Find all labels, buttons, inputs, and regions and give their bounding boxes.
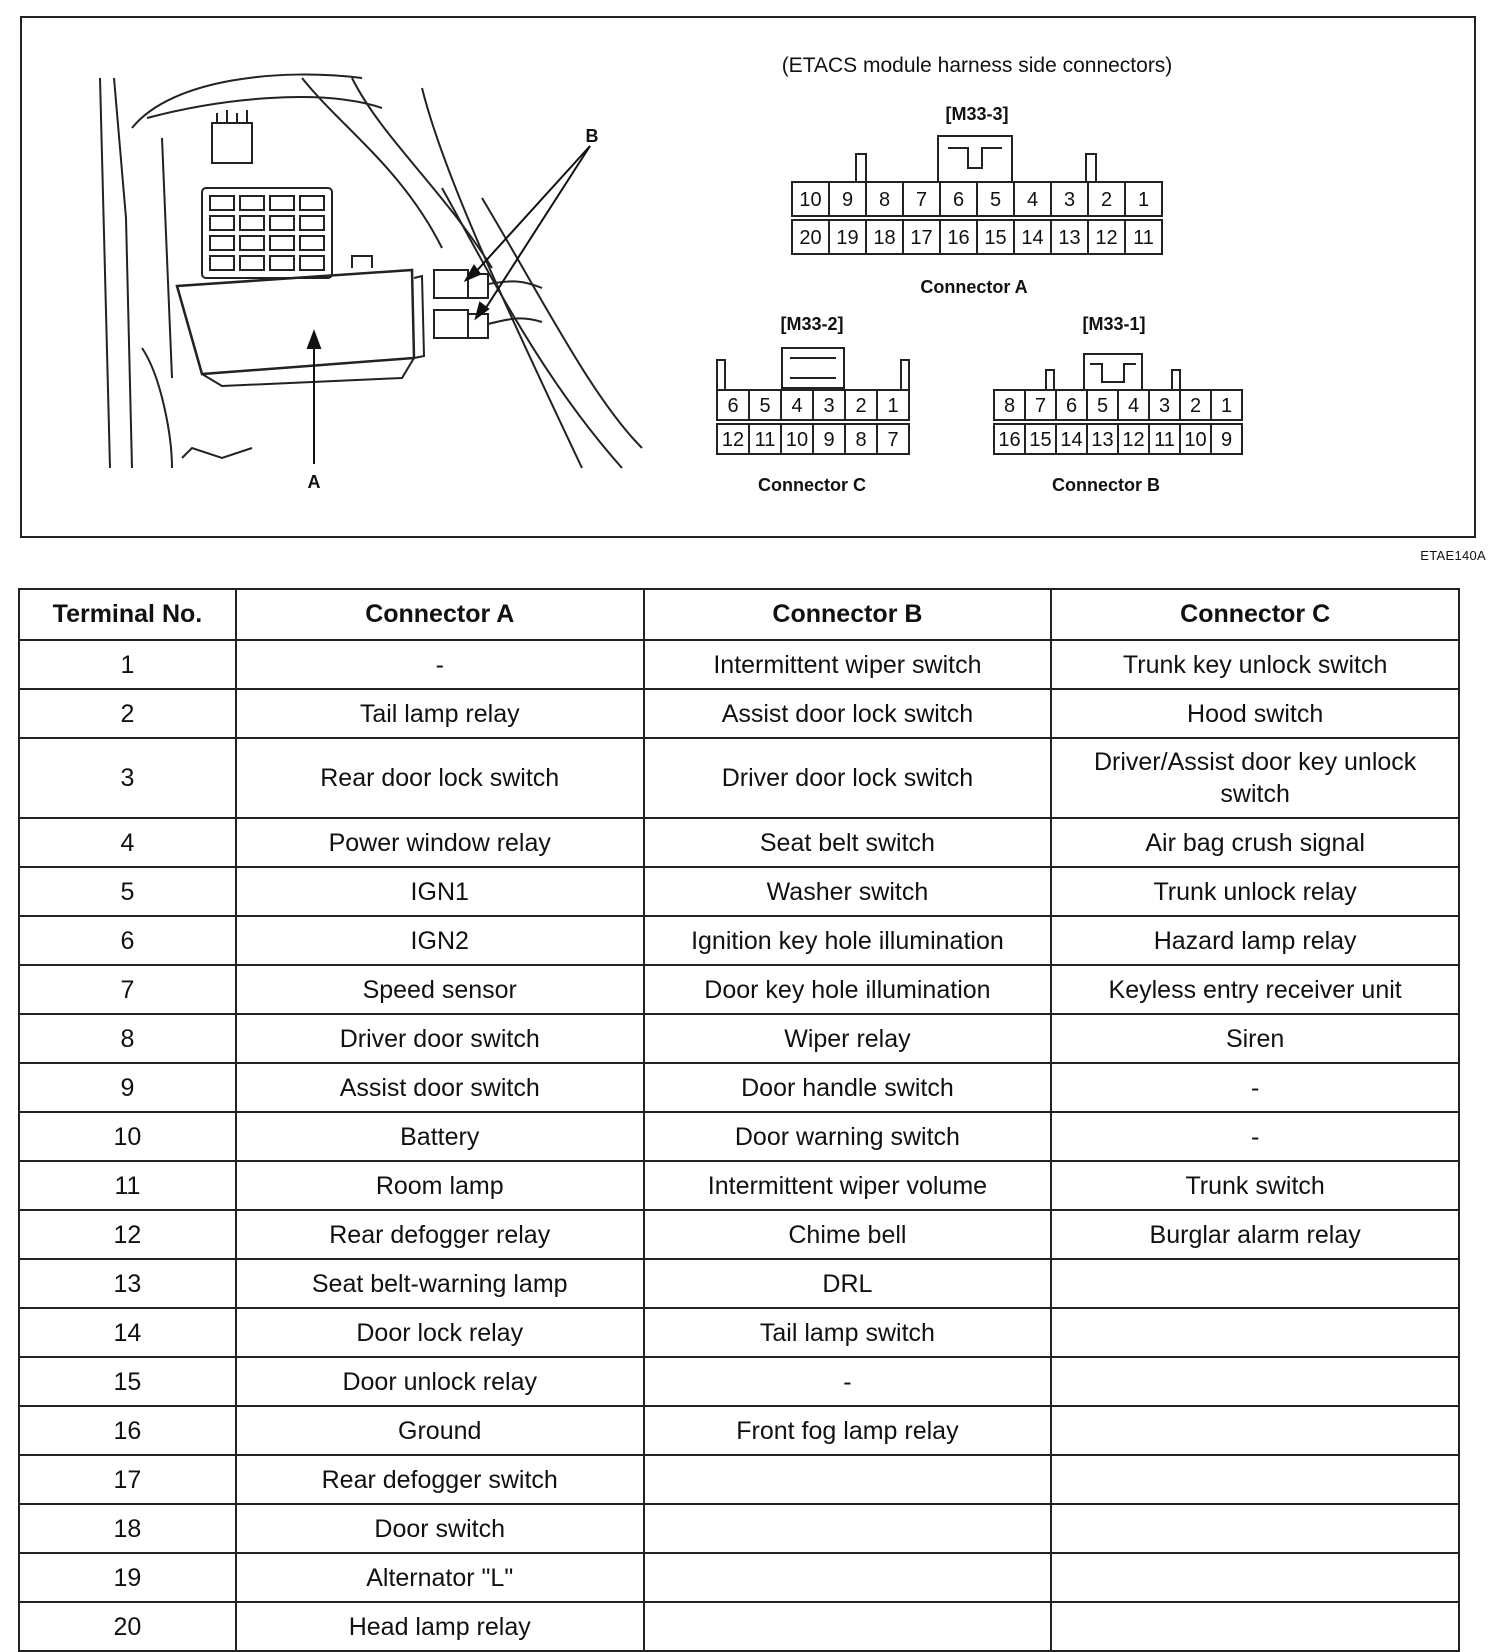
- connector-b-cell: Front fog lamp relay: [644, 1406, 1052, 1455]
- connector-b-cell: Door warning switch: [644, 1112, 1052, 1161]
- terminal-no-cell: 4: [19, 818, 236, 867]
- connector-c-cell: Trunk unlock relay: [1051, 867, 1459, 916]
- table-row: [19, 965, 1459, 1014]
- connector-b-pin-number: 16: [998, 429, 1021, 451]
- terminal-no-cell: 20: [19, 1602, 236, 1651]
- connector-b-cell: Driver door lock switch: [644, 738, 1052, 818]
- connector-a-cell: Driver door switch: [236, 1014, 644, 1063]
- connector-b-pin-number: 2: [1189, 395, 1202, 417]
- connector-c-pin-number: 9: [823, 429, 835, 451]
- connector-a-pin-number: 2: [1100, 189, 1113, 211]
- table-row: [19, 1357, 1459, 1406]
- connector-b-pin-number: 10: [1184, 429, 1207, 451]
- connector-b-pin-number: 4: [1127, 395, 1140, 417]
- table-row: [19, 1308, 1459, 1357]
- table-row: [19, 1504, 1459, 1553]
- connector-c-cell: [1051, 1357, 1459, 1406]
- connector-b-pin-number: 12: [1122, 429, 1145, 451]
- connector-b-pin-number: 1: [1220, 395, 1233, 417]
- table-row: [19, 1602, 1459, 1651]
- connector-c-label: Connector C: [758, 475, 866, 495]
- connector-c-cell: Trunk key unlock switch: [1051, 640, 1459, 689]
- terminal-no-cell: 14: [19, 1308, 236, 1357]
- connector-b-cell: [644, 1455, 1052, 1504]
- connector-b-cell: Wiper relay: [644, 1014, 1052, 1063]
- connector-a-pin-number: 7: [915, 189, 928, 211]
- terminal-no-cell: 6: [19, 916, 236, 965]
- terminal-no-cell: 19: [19, 1553, 236, 1602]
- connector-b-label: Connector B: [1052, 475, 1160, 495]
- connector-a-cell: IGN1: [236, 867, 644, 916]
- callout-arrows: [308, 146, 590, 464]
- connector-b-pin-number: 3: [1158, 395, 1171, 417]
- table-row: [19, 867, 1459, 916]
- connector-b-cell: Assist door lock switch: [644, 689, 1052, 738]
- table-row: [19, 1455, 1459, 1504]
- connector-a-pin-number: 11: [1133, 227, 1154, 249]
- terminal-no-cell: 8: [19, 1014, 236, 1063]
- connector-c-cell: Trunk switch: [1051, 1161, 1459, 1210]
- table-row: [19, 1014, 1459, 1063]
- connector-b-cell: Intermittent wiper switch: [644, 640, 1052, 689]
- connector-c-diagram: [717, 314, 909, 495]
- connector-a-cell: Seat belt-warning lamp: [236, 1259, 644, 1308]
- connector-c-pin-number: 2: [855, 395, 867, 417]
- connector-a-pin-number: 4: [1026, 189, 1039, 211]
- terminal-no-cell: 2: [19, 689, 236, 738]
- connector-c-pin-number: 7: [887, 429, 899, 451]
- terminal-no-cell: 17: [19, 1455, 236, 1504]
- connector-a-pin-number: 5: [989, 189, 1002, 211]
- connector-a-cell: Head lamp relay: [236, 1602, 644, 1651]
- connector-b-cell: Ignition key hole illumination: [644, 916, 1052, 965]
- connector-b-cell: DRL: [644, 1259, 1052, 1308]
- connector-a-cell: -: [236, 640, 644, 689]
- connector-a-cell: Rear defogger switch: [236, 1455, 644, 1504]
- terminal-no-cell: 12: [19, 1210, 236, 1259]
- connector-a-pin-number: 9: [841, 189, 854, 211]
- header-terminal-no: Terminal No.: [19, 589, 236, 640]
- terminal-no-cell: 18: [19, 1504, 236, 1553]
- table-row: [19, 640, 1459, 689]
- table-row: [19, 818, 1459, 867]
- connector-a-pin-number: 19: [836, 227, 859, 249]
- connector-b-cell: Chime bell: [644, 1210, 1052, 1259]
- connector-a-cell: Speed sensor: [236, 965, 644, 1014]
- connector-b-pin-number: 5: [1096, 395, 1109, 417]
- table-row: [19, 1063, 1459, 1112]
- terminal-no-cell: 10: [19, 1112, 236, 1161]
- connector-a-cell: Battery: [236, 1112, 644, 1161]
- terminal-no-cell: 15: [19, 1357, 236, 1406]
- connector-c-pin-number: 4: [791, 395, 803, 417]
- callout-a-label: A: [307, 472, 321, 492]
- connector-b-cell: Door key hole illumination: [644, 965, 1052, 1014]
- connector-b-diagram: [994, 314, 1242, 495]
- terminal-no-cell: 7: [19, 965, 236, 1014]
- table-row: [19, 738, 1459, 818]
- table-row: [19, 1406, 1459, 1455]
- header-connector-b: Connector B: [644, 589, 1052, 640]
- connector-a-pin-number: 17: [910, 227, 933, 249]
- connector-a-pin-number: 10: [799, 189, 822, 211]
- table-header-row: [19, 589, 1459, 640]
- connector-c-cell: Air bag crush signal: [1051, 818, 1459, 867]
- connector-c-pin-number: 12: [721, 429, 745, 451]
- connector-a-pin-number: 12: [1095, 227, 1118, 249]
- terminal-no-cell: 16: [19, 1406, 236, 1455]
- connector-b-cell: Seat belt switch: [644, 818, 1052, 867]
- connector-a-cell: IGN2: [236, 916, 644, 965]
- connector-c-cell: Hazard lamp relay: [1051, 916, 1459, 965]
- connector-a-cell: Rear door lock switch: [236, 738, 644, 818]
- connector-b-tag: [M33-1]: [1082, 314, 1146, 334]
- table-row: [19, 1112, 1459, 1161]
- connector-a-pin-number: 1: [1137, 189, 1150, 211]
- connector-c-cell: [1051, 1455, 1459, 1504]
- connector-a-pin-number: 13: [1058, 227, 1081, 249]
- connector-a-pin-number: 14: [1021, 227, 1044, 249]
- connector-b-cell: Door handle switch: [644, 1063, 1052, 1112]
- connector-c-cell: [1051, 1553, 1459, 1602]
- connector-c-cell: [1051, 1406, 1459, 1455]
- table-row: [19, 916, 1459, 965]
- connector-c-cell: Keyless entry receiver unit: [1051, 965, 1459, 1014]
- connector-a-cell: Door unlock relay: [236, 1357, 644, 1406]
- figure-frame: [20, 16, 1476, 538]
- connector-b-pin-number: 8: [1003, 395, 1016, 417]
- table-row: [19, 1161, 1459, 1210]
- connector-a-cell: Rear defogger relay: [236, 1210, 644, 1259]
- connector-c-cell: Driver/Assist door key unlock switch: [1051, 738, 1459, 818]
- connector-a-cell: Power window relay: [236, 818, 644, 867]
- connector-a-pin-number: 8: [878, 189, 891, 211]
- connector-a-cell: Door switch: [236, 1504, 644, 1553]
- figure-code: ETAE140A: [1420, 548, 1486, 563]
- connector-a-tag: [M33-3]: [945, 104, 1009, 124]
- terminal-no-cell: 13: [19, 1259, 236, 1308]
- terminal-no-cell: 5: [19, 867, 236, 916]
- module-location-illustration: [100, 75, 642, 468]
- table-row: [19, 689, 1459, 738]
- connector-a-cell: Assist door switch: [236, 1063, 644, 1112]
- connector-b-pin-number: 6: [1065, 395, 1078, 417]
- connector-b-cell: [644, 1504, 1052, 1553]
- connector-b-pin-number: 14: [1060, 429, 1083, 451]
- connector-b-pin-number: 13: [1091, 429, 1114, 451]
- terminal-no-cell: 9: [19, 1063, 236, 1112]
- connector-c-cell: Hood switch: [1051, 689, 1459, 738]
- connector-c-pin-number: 6: [727, 395, 739, 417]
- connector-a-pin-number: 20: [799, 227, 822, 249]
- connector-c-pin-number: 10: [785, 429, 809, 451]
- connector-a-cell: Room lamp: [236, 1161, 644, 1210]
- terminal-no-cell: 11: [19, 1161, 236, 1210]
- connector-b-cell: -: [644, 1357, 1052, 1406]
- connector-a-label: Connector A: [920, 277, 1028, 297]
- connector-c-pin-number: 8: [855, 429, 867, 451]
- terminal-no-cell: 1: [19, 640, 236, 689]
- table-row: [19, 1553, 1459, 1602]
- connector-a-pin-number: 3: [1063, 189, 1076, 211]
- table-row: [19, 1259, 1459, 1308]
- connector-a-diagram: [792, 104, 1162, 297]
- connector-c-cell: [1051, 1308, 1459, 1357]
- connector-b-cell: Washer switch: [644, 867, 1052, 916]
- connector-c-cell: -: [1051, 1112, 1459, 1161]
- connector-c-pin-number: 1: [887, 395, 899, 417]
- table-row: [19, 1210, 1459, 1259]
- connector-c-cell: [1051, 1504, 1459, 1553]
- connector-c-cell: [1051, 1602, 1459, 1651]
- connector-c-cell: Siren: [1051, 1014, 1459, 1063]
- connector-a-cell: Door lock relay: [236, 1308, 644, 1357]
- connector-c-cell: [1051, 1259, 1459, 1308]
- connector-a-cell: Tail lamp relay: [236, 689, 644, 738]
- terminal-no-cell: 3: [19, 738, 236, 818]
- etacs-figure: [22, 18, 1474, 536]
- connector-a-cell: Ground: [236, 1406, 644, 1455]
- connector-c-tag: [M33-2]: [780, 314, 844, 334]
- callout-b-label: B: [585, 126, 599, 146]
- connector-b-cell: [644, 1553, 1052, 1602]
- figure-caption: (ETACS module harness side connectors): [781, 54, 1173, 77]
- connector-c-pin-number: 11: [754, 429, 776, 451]
- connector-b-cell: Intermittent wiper volume: [644, 1161, 1052, 1210]
- connector-a-pin-number: 15: [984, 227, 1007, 249]
- connector-a-pin-number: 6: [952, 189, 965, 211]
- connector-c-pin-number: 5: [759, 395, 771, 417]
- connector-c-cell: Burglar alarm relay: [1051, 1210, 1459, 1259]
- connector-a-pin-number: 16: [947, 227, 970, 249]
- connector-b-cell: [644, 1602, 1052, 1651]
- connector-b-pin-number: 9: [1220, 429, 1233, 451]
- connector-c-pin-number: 3: [823, 395, 835, 417]
- connector-b-pin-number: 11: [1154, 429, 1175, 451]
- connector-b-cell: Tail lamp switch: [644, 1308, 1052, 1357]
- header-connector-a: Connector A: [236, 589, 644, 640]
- connector-a-cell: Alternator "L": [236, 1553, 644, 1602]
- connector-b-pin-number: 15: [1029, 429, 1052, 451]
- header-connector-c: Connector C: [1051, 589, 1459, 640]
- connector-a-pin-number: 18: [873, 227, 896, 249]
- connector-c-cell: -: [1051, 1063, 1459, 1112]
- connector-b-pin-number: 7: [1034, 395, 1047, 417]
- terminal-table: [18, 588, 1460, 1652]
